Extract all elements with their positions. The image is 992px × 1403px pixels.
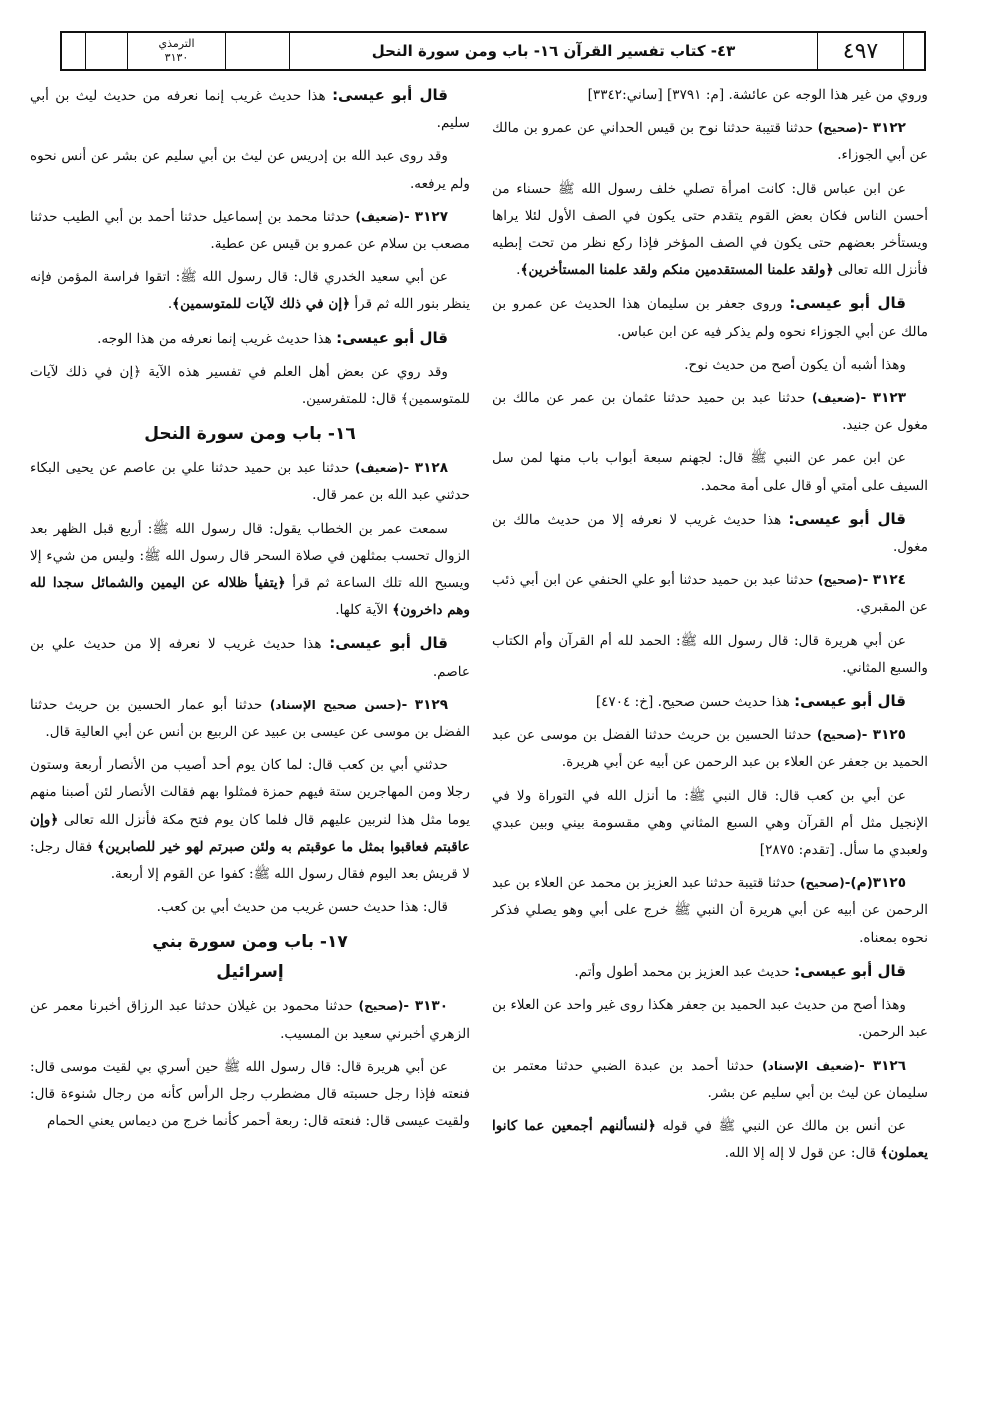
hadith-number: ٣١٢٦ [872,1057,907,1074]
hadith-3123: ٣١٢٣ -(ضعيف) حدثنا عبد بن حميد حدثنا عثمان بن عمر عن مالك بن مغول عن جنيد. [492,390,928,434]
page-header [60,31,926,71]
hadith-grade: (حسن صحيح الإسناد) [269,697,402,712]
abu-isa-label: قال أبو عيسى: [329,634,448,653]
hadith-grade: (ضعيف) [812,391,861,406]
matn: عن أبي هريرة قال: قال رسول الله ﷺ حين أسري بي لقيت موسى قال: فنعته فإذا رجل حسبته قال مضطرب رجل الرأس كأنه من رجال شنوءة قال: ولقيت عيسى قال: فنعته قال: ربعة أحمر كأنما خرج من ديماس يعني الحمام [30,1058,470,1130]
commentary: وقد روي عن بعض أهل العلم في تفسير هذه الآية ﴿إن في ذلك لآيات للمتوسمين﴾ قال: للمتفرسين. [30,363,470,408]
header-cell-blank [226,33,290,69]
hadith-number: ٣١٢٥(م)- [844,875,906,892]
commentary: وهذا أشبه أن يكون أصح من حديث نوح. [684,356,906,373]
quran-verse: ﴿إن في ذلك لآيات للمتوسمين﴾ [172,296,351,313]
chapter-heading-line: ١٧- باب ومن سورة بني [152,932,348,953]
isnad: حدثنا أبو عمار الحسين بن حريث حدثنا الفضل بن موسى عن عيسى بن عبيد عن الربيع بن أنس عن أبي العالية قال. [30,696,470,741]
hadith-grade: (صحيح) [817,121,863,136]
hadith-3130: ٣١٣٠ -(صحيح) حدثنا محمود بن غيلان حدثنا عبد الرزاق أخبرنا معمر عن الزهري أخبرني سعيد بن المسيب. [30,998,470,1042]
hadith-3126: ٣١٢٦ -(ضعيف الإسناد) حدثنا أحمد بن عبدة الضبي حدثنا معتمر بن سليمان عن ليث بن أبي سليم عن بشر. [492,1057,928,1101]
commentary: قال أبو عيسى: هذا حديث غريب إنما نعرفه من حديث ليث بن أبي سليم. [30,86,470,132]
hadith-grade: (ضعيف الإسناد) [762,1058,860,1073]
quran-verse: ﴿ولقد علمنا المستقدمين منكم ولقد علمنا المستأخرين﴾ [520,262,834,279]
quran-verse: ﴿وإن عاقبتم فعاقبوا بمثل ما عوقبتم به ولئن صبرتم لهو خير للصابرين﴾ [30,811,470,855]
hadith-number: ٣١٣٠ [414,998,449,1015]
matn: حدثني أبي بن كعب قال: لما كان يوم أحد أصيب من الأنصار أربعة وستون رجلا ومن المهاجرين ستة فيهم حمزة فمثلوا بهم فقالت الأنصار لئن أصبنا منهم يوما مثل هذا لنربين عليهم قال فلما كان يوم فتح مكة فأنزل الله تعالى ﴿وإن عاقبتم فعاقبوا بمثل ما عوقبتم به ولئن صبرتم لهو خير للصابرين﴾ فقال رجل: لا قريش بعد اليوم فقال رسول الله ﷺ: كفوا عن القوم إلا أربعة. [30,757,471,883]
matn: عن أبي بن كعب قال: قال النبي ﷺ: ما أنزل الله في التوراة ولا في الإنجيل مثل أم القرآن وهي السبع المثاني وهي مقسومة بيني وبين عبدي ولعبدي ما سأل. [تقدم: ٢٨٧٥] [492,787,928,859]
commentary: قال: هذا حديث حسن غريب من حديث أبي بن كعب. [156,899,448,916]
abu-isa-label: قال أبو عيسى: [794,692,906,711]
running-title: ٤٣- كتاب تفسير القرآن ١٦- باب ومن سورة النحل [290,33,818,69]
commentary: قال أبو عيسى: حديث عبد العزيز بن محمد أطول وأتم. [574,961,906,980]
isnad: حدثنا عبد بن حميد حدثنا عثمان بن عمر عن مالك بن مغول عن جنيد. [492,390,928,434]
hadith-number: ٣١٢٤ [872,572,906,589]
hadith-number: ٣١٢٧ [414,208,448,225]
hadith-number: ٣١٢٢ [872,120,906,137]
isnad: حدثنا محمد بن إسماعيل حدثنا أحمد بن أبي الطيب حدثنا مصعب بن سلام عن عمرو بن قيس عن عطية. [30,208,470,253]
hadith-number: ٣١٢٣ [872,390,906,407]
hadith-3124: ٣١٢٤ -(صحيح) حدثنا عبد بن حميد حدثنا أبو علي الحنفي عن ابن أبي ذئب عن المقبري. [492,572,928,616]
commentary: قال أبو عيسى: هذا حديث حسن صحيح. [خ: ٤٧٠٤] [595,692,906,711]
commentary: وقد روى عبد الله بن إدريس عن ليث بن أبي سليم عن بشر عن أنس نحوه ولم يرفعه. [30,148,470,192]
isnad: حدثنا الحسين بن حريث حدثنا الفضل بن موسى عن عبد الحميد بن جعفر عن العلاء بن عبد الرحمن عن أبيه عن أبي هريرة. [492,727,928,771]
right-text-column [492,82,928,1173]
isnad: حدثنا عبد بن حميد حدثنا أبو علي الحنفي عن ابن أبي ذئب عن المقبري. [492,572,928,616]
paragraph: وروي من غير هذا الوجه عن عائشة. [م: ٣٧٩١] [ساني:٣٣٤٢] [587,87,928,103]
isnad: حدثنا قتيبة حدثنا نوح بن قيس الحداني عن عمرو بن مالك عن أبي الجوزاء. [492,120,928,164]
hadith-grade: (صحيح) [800,876,845,891]
commentary: وهذا أصح من حديث عبد الحميد بن جعفر هكذا روى غير واحد عن العلاء بن عبد الرحمن. [492,997,928,1041]
isnad: حدثنا عبد بن حميد حدثنا علي بن عاصم عن يحيى البكاء حدثني عبد الله بن عمر قال. [30,460,470,504]
hadith-number: ٣١٢٥ [872,727,906,744]
quran-verse: ﴿لنسألنهم أجمعين عما كانوا يعملون﴾ [492,1117,928,1162]
hadith-grade: (صحيح) [358,999,404,1014]
hadith-grade: (ضعيف) [355,209,405,224]
quran-verse: ﴿يتفيأ ظلاله عن اليمين والشمائل سجدا لله وهم داخرون﴾ [30,575,470,619]
chapter-heading [30,927,470,987]
commentary: قال أبو عيسى: وروى جعفر بن سليمان هذا الحديث عن عمرو بن مالك عن أبي الجوزاء نحوه ولم يذكر فيه عن ابن عباس. [492,294,928,340]
header-cell-blank [62,33,86,69]
left-text-column [30,82,470,1142]
hadith-3128: ٣١٢٨ -(ضعيف) حدثنا عبد بن حميد حدثنا علي بن عاصم عن يحيى البكاء حدثني عبد الله بن عمر قال. [30,460,470,504]
hadith-grade: (ضعيف) [355,461,404,476]
chapter-heading: ١٦- باب ومن سورة النحل [144,424,356,445]
reference-number: ٣١٣٠ [164,51,189,64]
hadith-grade: (صحيح) [817,728,862,743]
hadith-3125m [492,870,928,952]
matn: عن أبي سعيد الخدري قال: قال رسول الله ﷺ: اتقوا فراسة المؤمن فإنه ينظر بنور الله ثم قرأ ﴿إن في ذلك لآيات للمتوسمين﴾. [30,269,470,313]
commentary: قال أبو عيسى: هذا حديث غريب لا نعرفه إلا من حديث علي بن عاصم. [30,634,470,680]
hadith-3122: ٣١٢٢ -(صحيح) حدثنا قتيبة حدثنا نوح بن قيس الحداني عن عمرو بن مالك عن أبي الجوزاء. [492,120,928,164]
hadith-3125: ٣١٢٥ -(صحيح) حدثنا الحسين بن حريث حدثنا الفضل بن موسى عن عبد الحميد بن جعفر عن العلاء بن عبد الرحمن عن أبيه عن أبي هريرة. [492,727,928,771]
abu-isa-label: قال أبو عيسى: [789,294,907,313]
page-number: ٤٩٧ [818,33,904,69]
isnad: حدثنا أحمد بن عبدة الضبي حدثنا معتمر بن سليمان عن ليث بن أبي سليم عن بشر. [492,1057,928,1101]
commentary: قال أبو عيسى: هذا حديث غريب لا نعرفه إلا من حديث مالك بن مغول. [492,509,928,556]
hadith-number: ٣١٢٩ [414,696,448,713]
chapter-heading-line: إسرائيل [216,962,284,983]
hadith-number: ٣١٢٨ [414,460,448,477]
header-cell-blank [86,33,128,69]
hadith-3129: ٣١٢٩ -(حسن صحيح الإسناد) حدثنا أبو عمار الحسين بن حريث حدثنا الفضل بن موسى عن عيسى بن عبيد عن الربيع بن أنس عن أبي العالية قال. [30,696,470,741]
matn: عن ابن عمر عن النبي ﷺ قال: لجهنم سبعة أبواب باب منها لمن سل السيف على أمتي أو قال على أمة محمد. [492,450,928,494]
cross-reference [128,33,226,69]
reference-source: الترمذي [158,37,195,50]
abu-isa-label: قال أبو عيسى: [788,509,906,528]
hadith-3127: ٣١٢٧ -(ضعيف) حدثنا محمد بن إسماعيل حدثنا أحمد بن أبي الطيب حدثنا مصعب بن سلام عن عمرو بن قيس عن عطية. [30,208,470,253]
hadith-grade: (صحيح) [817,573,863,588]
isnad: حدثنا قتيبة حدثنا عبد العزيز بن محمد عن العلاء بن عبد الرحمن عن أبيه عن أبي هريرة أن النبي ﷺ خرج على أبي وهو يصلي فذكر نحوه بمعناه. [492,875,928,946]
matn: سمعت عمر بن الخطاب يقول: قال رسول الله ﷺ: أربع قبل الظهر بعد الزوال تحسب بمثلهن في صلاة السحر قال رسول الله ﷺ: وليس من شيء إلا ويسبح الله تلك الساعة ثم قرأ ﴿يتفيأ ظلاله عن اليمين والشمائل سجدا لله وهم داخرون﴾ الآية كلها. [30,520,470,619]
matn: عن ابن عباس قال: كانت امرأة تصلي خلف رسول الله ﷺ حسناء من أحسن الناس فكان بعض القوم يتقدم حتى يكون في الصف الأول لئلا يراها ويستأخر بعضهم حتى يكون في الصف المؤخر فإذا ركع نظر من تحت إبطيه فأنزل الله تعالى ﴿ولقد علمنا المستقدمين منكم ولقد علمنا المستأخرين﴾. [492,180,928,279]
matn: عن أنس بن مالك عن النبي ﷺ في قوله ﴿لنسألنهم أجمعين عما كانوا يعملون﴾ قال: عن قول لا إله إلا الله. [492,1117,928,1162]
isnad: حدثنا محمود بن غيلان حدثنا عبد الرزاق أخبرنا معمر عن الزهري أخبرني سعيد بن المسيب. [30,998,470,1042]
abu-isa-label: قال أبو عيسى: [332,86,449,104]
header-cell-blank [904,33,924,69]
commentary: قال أبو عيسى: هذا حديث غريب إنما نعرفه من هذا الوجه. [97,328,448,347]
abu-isa-label: قال أبو عيسى: [336,328,448,347]
abu-isa-label: قال أبو عيسى: [794,961,906,980]
matn: عن أبي هريرة قال: قال رسول الله ﷺ: الحمد لله أم القرآن وأم الكتاب والسبع المثاني. [492,632,928,676]
